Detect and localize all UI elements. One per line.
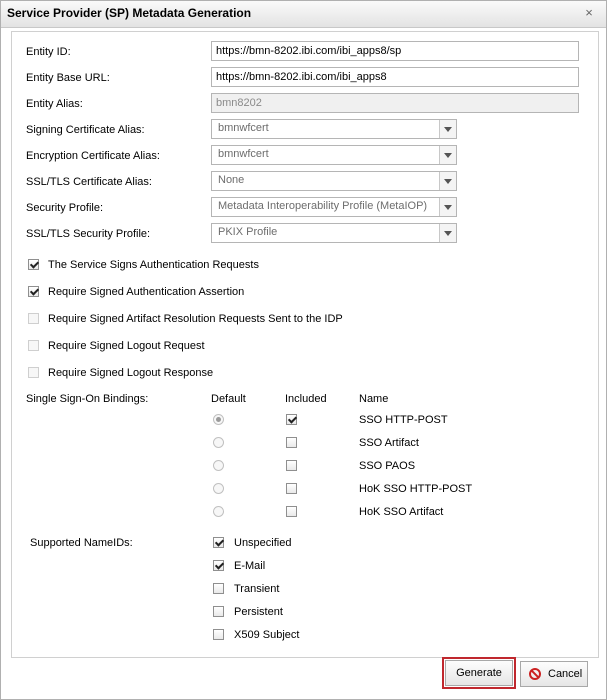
binding-included-checkbox[interactable]	[286, 437, 297, 448]
nameid-checkbox[interactable]	[213, 583, 224, 594]
binding-default-radio[interactable]	[213, 483, 224, 494]
option-checkbox-signed-logout-request[interactable]	[28, 340, 39, 351]
entity-base-url-input[interactable]	[211, 67, 579, 87]
option-checkbox-signed-artifact[interactable]	[28, 313, 39, 324]
binding-name: SSO HTTP-POST	[359, 414, 448, 426]
ssl-cert-label: SSL/TLS Certificate Alias:	[26, 176, 152, 188]
signing-cert-label: Signing Certificate Alias:	[26, 124, 145, 136]
binding-default-radio[interactable]	[213, 414, 224, 425]
entity-alias-label: Entity Alias:	[26, 98, 83, 110]
binding-included-checkbox[interactable]	[286, 414, 297, 425]
encryption-cert-label: Encryption Certificate Alias:	[26, 150, 160, 162]
entity-id-input[interactable]	[211, 41, 579, 61]
binding-default-radio[interactable]	[213, 460, 224, 471]
nameid-name: E-Mail	[234, 560, 266, 572]
generate-button-focus-ring	[442, 657, 516, 689]
nameid-name: Persistent	[234, 606, 283, 618]
entity-alias-input	[211, 93, 579, 113]
nameid-name: Unspecified	[234, 537, 292, 549]
security-profile-label: Security Profile:	[26, 202, 104, 214]
dialog-titlebar[interactable]	[1, 1, 606, 28]
binding-included-checkbox[interactable]	[286, 460, 297, 471]
bindings-col-default: Default	[211, 393, 246, 405]
ssl-security-profile-value: PKIX Profile	[218, 226, 278, 238]
security-profile-value: Metadata Interoperability Profile (MetaIOP)	[218, 200, 428, 212]
option-checkbox-sign-auth-requests[interactable]	[28, 259, 39, 270]
bindings-col-included: Included	[285, 393, 327, 405]
chevron-down-icon[interactable]	[439, 198, 456, 216]
entity-id-label: Entity ID:	[26, 46, 71, 58]
encryption-cert-select[interactable]	[211, 145, 457, 165]
chevron-down-icon[interactable]	[439, 120, 456, 138]
cancel-button-label: Cancel	[548, 668, 583, 680]
cancel-icon	[529, 668, 541, 680]
ssl-cert-value: None	[218, 174, 245, 186]
nameid-checkbox[interactable]	[213, 560, 224, 571]
binding-name: HoK SSO HTTP-POST	[359, 483, 473, 495]
nameid-checkbox[interactable]	[213, 537, 224, 548]
bindings-label: Single Sign-On Bindings:	[26, 393, 149, 405]
chevron-down-icon[interactable]	[439, 172, 456, 190]
ssl-security-profile-select[interactable]	[211, 223, 457, 243]
option-checkbox-signed-logout-response[interactable]	[28, 367, 39, 378]
option-label-signed-logout-response: Require Signed Logout Response	[48, 367, 214, 379]
binding-included-checkbox[interactable]	[286, 483, 297, 494]
binding-default-radio[interactable]	[213, 506, 224, 517]
encryption-cert-value: bmnwfcert	[218, 148, 269, 160]
option-checkbox-signed-assertion[interactable]	[28, 286, 39, 297]
binding-name: HoK SSO Artifact	[359, 506, 444, 518]
binding-default-radio[interactable]	[213, 437, 224, 448]
option-label-signed-logout-request: Require Signed Logout Request	[48, 340, 205, 352]
signing-cert-value: bmnwfcert	[218, 122, 269, 134]
cancel-button[interactable]	[520, 661, 588, 687]
option-label-signed-assertion: Require Signed Authentication Assertion	[48, 286, 245, 298]
entity-base-url-label: Entity Base URL:	[26, 72, 110, 84]
nameid-checkbox[interactable]	[213, 629, 224, 640]
chevron-down-icon[interactable]	[439, 146, 456, 164]
option-label-sign-auth-requests: The Service Signs Authentication Requests	[48, 259, 259, 271]
nameid-checkbox[interactable]	[213, 606, 224, 617]
ssl-security-profile-label: SSL/TLS Security Profile:	[26, 228, 151, 240]
binding-included-checkbox[interactable]	[286, 506, 297, 517]
close-icon[interactable]: ×	[585, 5, 593, 20]
nameid-name: Transient	[234, 583, 280, 595]
security-profile-select[interactable]	[211, 197, 457, 217]
ssl-cert-select[interactable]	[211, 171, 457, 191]
chevron-down-icon[interactable]	[439, 224, 456, 242]
binding-name: SSO PAOS	[359, 460, 416, 472]
generate-button[interactable]: Generate	[445, 660, 513, 686]
bindings-col-name: Name	[359, 393, 389, 405]
signing-cert-select[interactable]	[211, 119, 457, 139]
dialog-title: Service Provider (SP) Metadata Generation	[7, 6, 252, 20]
nameids-label: Supported NameIDs:	[30, 537, 133, 549]
binding-name: SSO Artifact	[359, 437, 419, 449]
nameid-name: X509 Subject	[234, 629, 300, 641]
option-label-signed-artifact: Require Signed Artifact Resolution Requests Sent to the IDP	[48, 313, 343, 325]
